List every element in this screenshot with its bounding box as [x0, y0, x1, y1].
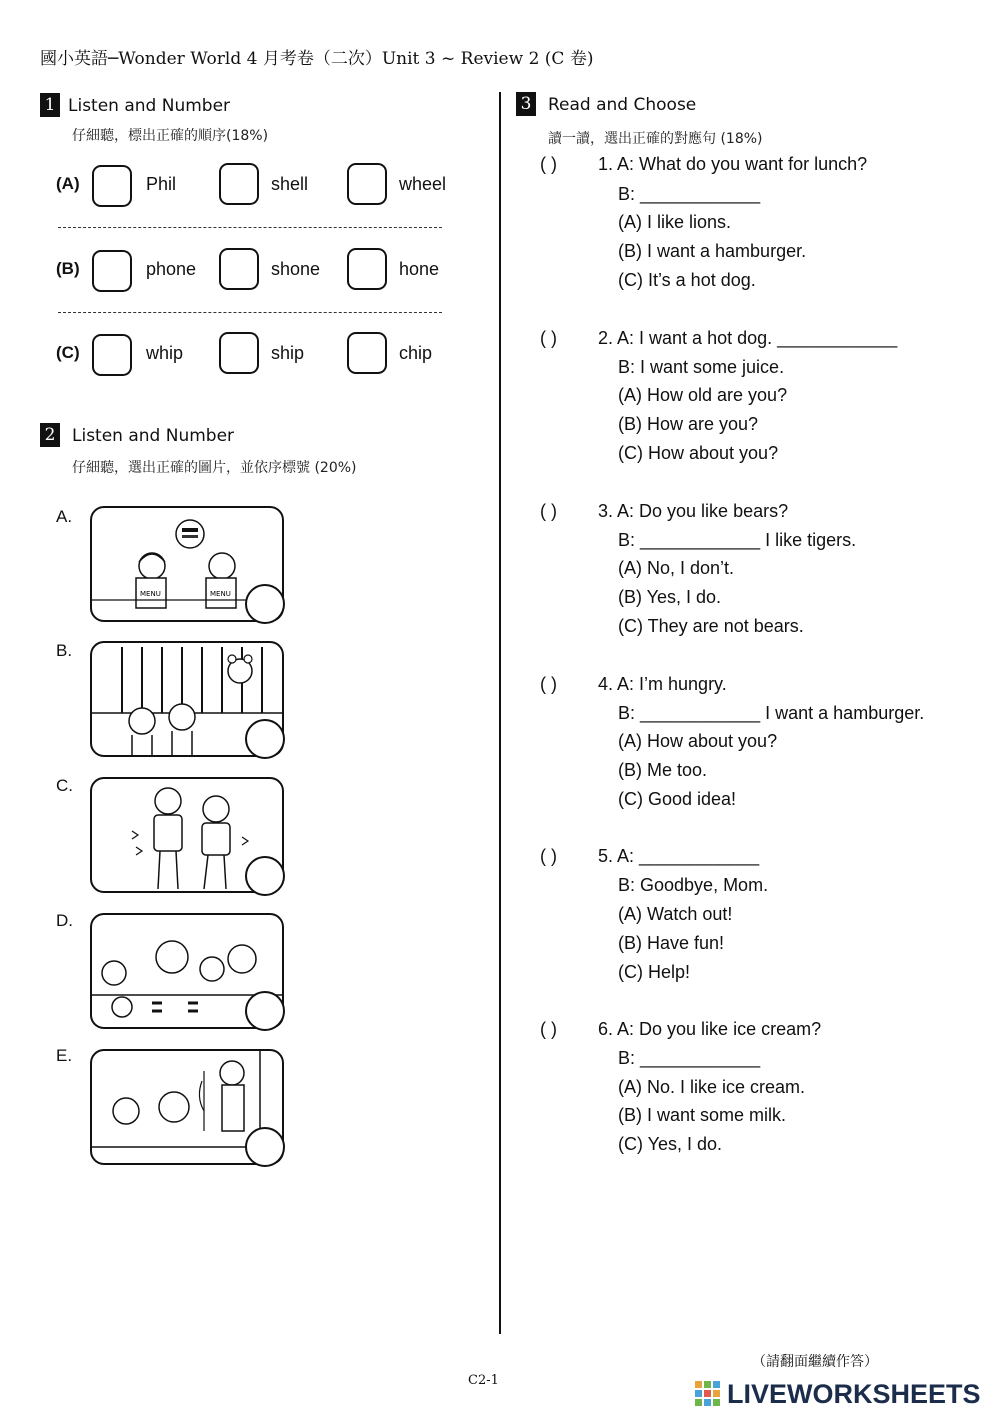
question-prompt: 5. A: ____________ — [598, 846, 760, 866]
answer-box[interactable] — [92, 250, 132, 292]
option-text: (A) How about you? — [618, 731, 778, 751]
answer-blank[interactable]: ( ) — [540, 154, 557, 174]
row-label: (B) — [56, 259, 80, 278]
option-text: (C) Yes, I do. — [618, 1134, 723, 1154]
option-text: (C) Good idea! — [618, 789, 737, 809]
picture-label: E. — [56, 1046, 73, 1065]
word-option: whip — [146, 343, 184, 363]
answer-circle[interactable] — [245, 719, 285, 759]
svg-text:MENU: MENU — [210, 590, 231, 598]
option-text: (C) Help! — [618, 962, 691, 982]
logo-text: LIVEWORKSHEETS — [727, 1378, 981, 1409]
answer-box[interactable] — [219, 248, 259, 290]
option-text: (C) They are not bears. — [618, 616, 804, 636]
answer-box[interactable] — [219, 332, 259, 374]
option-text: (B) How are you? — [618, 414, 759, 434]
row-label: (C) — [56, 343, 80, 362]
divider-dashed — [58, 227, 442, 228]
option-text: (B) Have fun! — [618, 933, 725, 953]
word-option: shone — [271, 259, 321, 279]
question-response: B: ____________ — [618, 1048, 761, 1068]
turn-page-note: （請翻面繼續作答） — [752, 1354, 878, 1370]
section-2-subtitle: 仔細聽，選出正確的圖片，並依序標號 (20%) — [72, 460, 357, 476]
option-text: (A) I like lions. — [618, 212, 732, 232]
answer-blank[interactable]: ( ) — [540, 501, 557, 521]
question-prompt: 4. A: I’m hungry. — [598, 674, 727, 694]
section-1-number: 1 — [40, 93, 60, 117]
svg-text:MENU: MENU — [140, 590, 161, 598]
section-3-title: Read and Choose — [548, 95, 697, 115]
word-option: ship — [271, 343, 305, 363]
section-3-number: 3 — [516, 92, 536, 116]
section-1-title: Listen and Number — [68, 96, 231, 116]
option-text: (A) No. I like ice cream. — [618, 1077, 806, 1097]
column-divider — [499, 92, 501, 1334]
page-number: C2-1 — [468, 1373, 499, 1388]
question-prompt: 6. A: Do you like ice cream? — [598, 1019, 822, 1039]
option-text: (C) How about you? — [618, 443, 779, 463]
option-text: (A) No, I don’t. — [618, 558, 735, 578]
answer-box[interactable] — [347, 332, 387, 374]
answer-circle[interactable] — [245, 1127, 285, 1167]
word-option: wheel — [399, 174, 447, 194]
question-response: B: Goodbye, Mom. — [618, 875, 769, 895]
question-response: B: I want some juice. — [618, 357, 785, 377]
liveworksheets-logo-icon — [695, 1381, 721, 1407]
answer-box[interactable] — [219, 163, 259, 205]
option-text: (B) Me too. — [618, 760, 708, 780]
option-text: (C) It’s a hot dog. — [618, 270, 756, 290]
answer-circle[interactable] — [245, 991, 285, 1031]
question-prompt: 2. A: I want a hot dog. ____________ — [598, 328, 898, 348]
option-text: (B) Yes, I do. — [618, 587, 722, 607]
option-text: (B) I want a hamburger. — [618, 241, 807, 261]
section-3-subtitle: 讀一讀，選出正確的對應句 (18%) — [548, 131, 763, 147]
word-option: phone — [146, 259, 197, 279]
question-response: B: ____________ — [618, 184, 761, 204]
picture-label: C. — [56, 776, 73, 795]
answer-blank[interactable]: ( ) — [540, 1019, 557, 1039]
question-response: B: ____________ I like tigers. — [618, 530, 857, 550]
row-label: (A) — [56, 174, 80, 193]
option-text: (A) How old are you? — [618, 385, 788, 405]
page-title: 國小英語─Wonder World 4 月考卷（二次）Unit 3 ~ Review 2 (C 卷) — [40, 49, 594, 69]
answer-blank[interactable]: ( ) — [540, 846, 557, 866]
option-text: (B) I want some milk. — [618, 1105, 787, 1125]
word-option: hone — [399, 259, 440, 279]
answer-box[interactable] — [347, 163, 387, 205]
word-option: shell — [271, 174, 309, 194]
section-2-number: 2 — [40, 423, 60, 447]
question-prompt: 1. A: What do you want for lunch? — [598, 154, 868, 174]
answer-circle[interactable] — [245, 584, 285, 624]
picture-label: A. — [56, 507, 73, 526]
answer-circle[interactable] — [245, 856, 285, 896]
liveworksheets-logo[interactable] — [695, 1380, 981, 1408]
word-option: chip — [399, 343, 433, 363]
picture-label: D. — [56, 911, 73, 930]
answer-box[interactable] — [92, 165, 132, 207]
divider-dashed — [58, 312, 442, 313]
section-1-subtitle: 仔細聽，標出正確的順序(18%) — [72, 128, 269, 144]
answer-blank[interactable]: ( ) — [540, 674, 557, 694]
answer-box[interactable] — [92, 334, 132, 376]
answer-blank[interactable]: ( ) — [540, 328, 557, 348]
question-response: B: ____________ I want a hamburger. — [618, 703, 925, 723]
section-2-title: Listen and Number — [72, 426, 235, 446]
option-text: (A) Watch out! — [618, 904, 733, 924]
picture-label: B. — [56, 641, 73, 660]
question-prompt: 3. A: Do you like bears? — [598, 501, 789, 521]
word-option: Phil — [146, 174, 177, 194]
answer-box[interactable] — [347, 248, 387, 290]
